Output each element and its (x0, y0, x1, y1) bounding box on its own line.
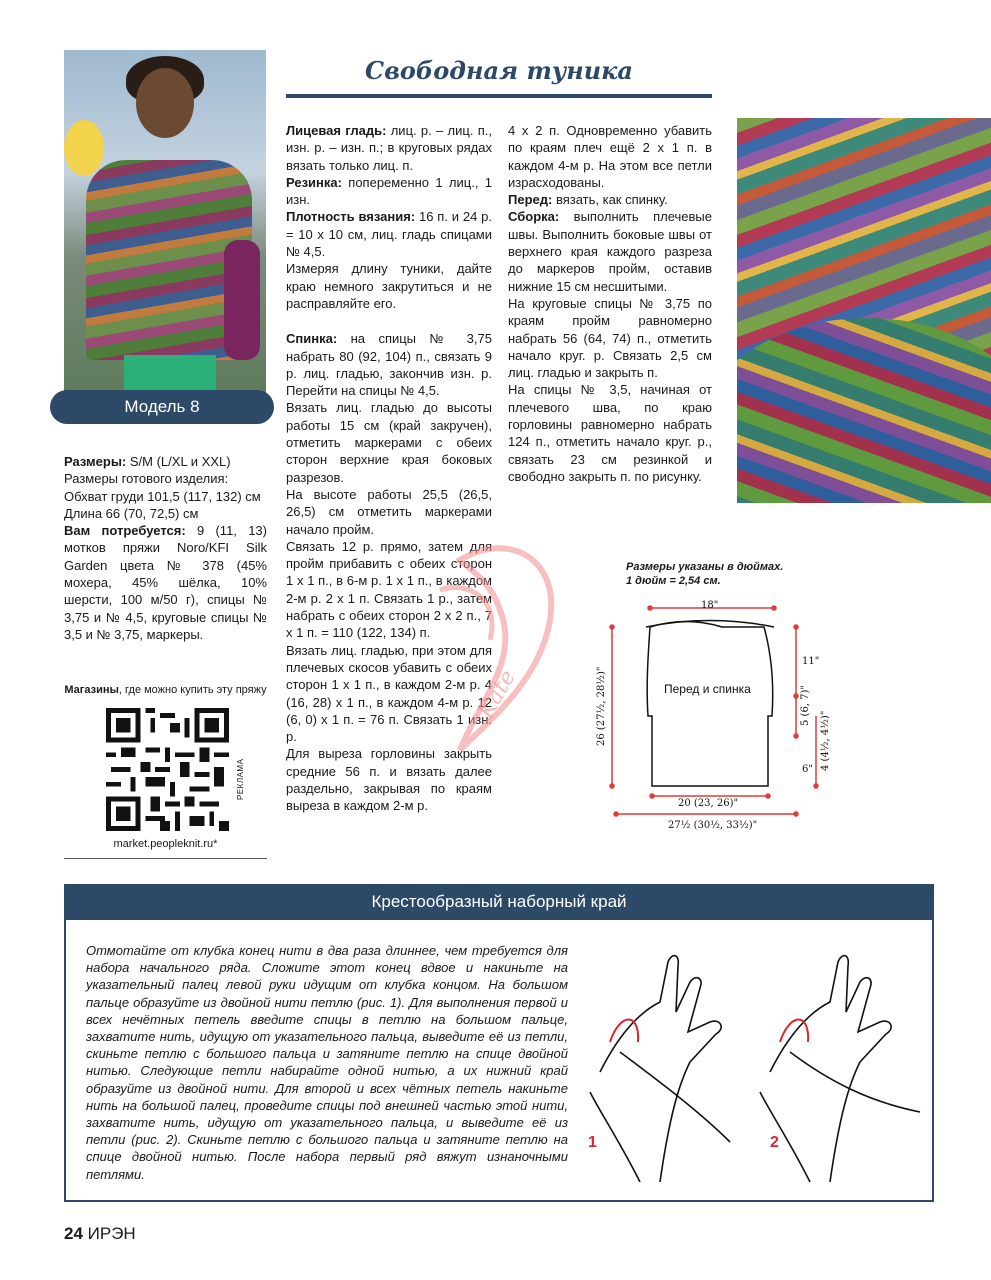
pattern-column-2: 4 х 2 п. Одновременно убавить по краям плеч ещё 2 х 1 п. в каждом 4-м р. На этом все петли израсходованы. Перед: вязать, как спинку. Сборка: выполнить плечевые швы. Выполнить боковые швы от верхнего края каждого разреза до маркеров пройм, оставив нижние 15 см несшитыми. На круговые спицы № 3,75 по краям пройм равномерно набрать 56 (64, 74) п., отметить начало круг. р. Связать 2,5 см лиц. гладью и закрыть п. На спицы № 3,5, начиная от плечевого шва, по краю горловины равномерно набрать 124 п., отметить начало круг. р., связать 23 см резинкой и свободно закрыть п. по рисунку. (508, 123, 712, 484)
ready-label: Размеры готового изделия: (64, 471, 229, 487)
figure-1-number: 1 (588, 1134, 597, 1151)
svg-text:27½ (30½, 33½)": 27½ (30½, 33½)" (668, 820, 758, 831)
page-title: Свободная туника (365, 56, 633, 85)
length-size: Длина 66 (70, 72,5) см (64, 505, 199, 521)
balloon-shape (64, 120, 104, 176)
need-label: Вам потребуется: (64, 523, 186, 539)
figure-2-number: 2 (770, 1134, 779, 1151)
svg-text:6": 6" (802, 764, 813, 775)
yarn-fold-shape (737, 318, 991, 503)
sizes-label: Размеры: (64, 454, 127, 469)
head-shape (136, 68, 194, 138)
shops-label: Магазины, где можно купить эту пряжу (64, 684, 267, 696)
model-photo (64, 50, 266, 398)
svg-text:Перед и спинка: Перед и спинка (664, 682, 751, 696)
pattern-column-1: Лицевая гладь: лиц. р. – лиц. п., изн. р. – изн. п.; в круговых рядах вязать только лиц. п. Резинка: попеременно 1 лиц., 1 изн. Плотность вязания: 16 п. и 24 р. = 10 х 10 см, лиц. гладь спицами № 4,5. Измеряя длину туники, дайте краю немного закрутиться и не расправляйте его. Спинка: на спицы № 3,75 набрать 80 (92, 104) п., связать 9 р. лиц. гладью, закончив изн. р. Перейти на спицы № 4,5. Вязать лиц. гладью до высоты работы 15 см (край закручен), отметить маркерами с обеих сторон верхние края боковых разрезов. На высоте работы 25,5 (26,5, 26,5) см отметить маркерами начало пройм. Связать 12 р. прямо, затем для пройм прибавить с обеих сторон 1 х 1 п., в 6-м р. 1 х 1 п., в каждом 2-м р. 2 х 1 п. Связать 1 р., затем набрать с обеих сторон 2 х 2 п., 7 х 1 п. = 110 (122, 134) п. Вязать лиц. гладью, при этом для плечевых скосов убавить с обеих сторон 1 х 1 п., в каждом 2-м р. 4 (16, 28) х 1 п., в каждом 4-м р. 12 (6, 0) х 1 п. = 76 п. Связать 1 изн. р. Для выреза горловины закрыть средние 56 п. и вязать далее раздельно, закрывая по краям выреза в каждом 2-м р. (286, 123, 493, 814)
chest-size: Обхват груди 101,5 (117, 132) см (64, 488, 261, 504)
caston-text: Отмотайте от клубка конец нити в два раза длиннее, чем требуется для набора начального ряда. Сложите этот конец вдвое и накиньте на указательный палец левой руки идущим от клубка концом. На большом пальце образуйте из двойной нити петлю (рис. 1). Для выполнения первой и всех нечётных петель введите спицы в петлю на большом пальце, захватите нить, идущую от указательного пальца, выведите её из петли, скиньте петлю с большого пальца и затяните петлю на спице двойной нитью. Следующие петли набирайте одной нитью, а их нижний край образуйте из двойной нити. Для второй и всех чётных петель накиньте нить на большой палец, проведите спицы под внешней частью этой нити, захватите нить, идущую от указательного пальца, и выведите её из петли (рис. 2). Скиньте петлю с большого пальца и затяните петлю на спице двойной нитью. После набора первый ряд вяжут изнаночными петлями. (86, 943, 568, 1182)
sleeve-shape (224, 240, 260, 360)
svg-text:11": 11" (802, 656, 820, 667)
qr-divider (64, 858, 267, 859)
caston-title: Крестообразный наборный край (64, 884, 934, 920)
need-value: 9 (11, 13) мотков пряжи Noro/KFI Silk Garden цвета № 378 (45% мохера, 45% шёлка, 10% шерсти, 100 м/50 г), спицы № 3,75 и № 4,5, круговые спицы № 3,5 и № 3,75, маркеры. (64, 523, 267, 642)
svg-text:20 (23, 26)": 20 (23, 26)" (678, 798, 739, 809)
svg-text:4 (4½, 4½)": 4 (4½, 4½)" (820, 710, 831, 771)
svg-text:26 (27½, 28½)": 26 (27½, 28½)" (596, 666, 607, 746)
model-badge: Модель 8 (50, 390, 274, 424)
schematic-diagram (596, 596, 836, 831)
qr-code[interactable] (106, 708, 229, 831)
yarn-closeup-photo (737, 118, 991, 503)
caston-illustration (580, 942, 925, 1182)
shop-url[interactable]: market.peopleknit.ru* (113, 838, 218, 850)
svg-text:5 (6, 7)": 5 (6, 7)" (800, 684, 811, 726)
sizes-value: S/M (L/XL и XXL) (129, 454, 231, 469)
page-footer (64, 1224, 136, 1244)
magazine-name: ИРЭН (87, 1224, 136, 1243)
title-rule (286, 94, 712, 98)
diagram-note: Размеры указаны в дюймах. 1 дюйм = 2,54 см. (626, 561, 784, 587)
svg-text:18": 18" (701, 600, 719, 611)
ad-label: РЕКЛАМА (236, 758, 245, 800)
watermark-text: Kate (473, 665, 521, 723)
specs-column (64, 453, 267, 643)
page-number: 24 (64, 1224, 83, 1243)
